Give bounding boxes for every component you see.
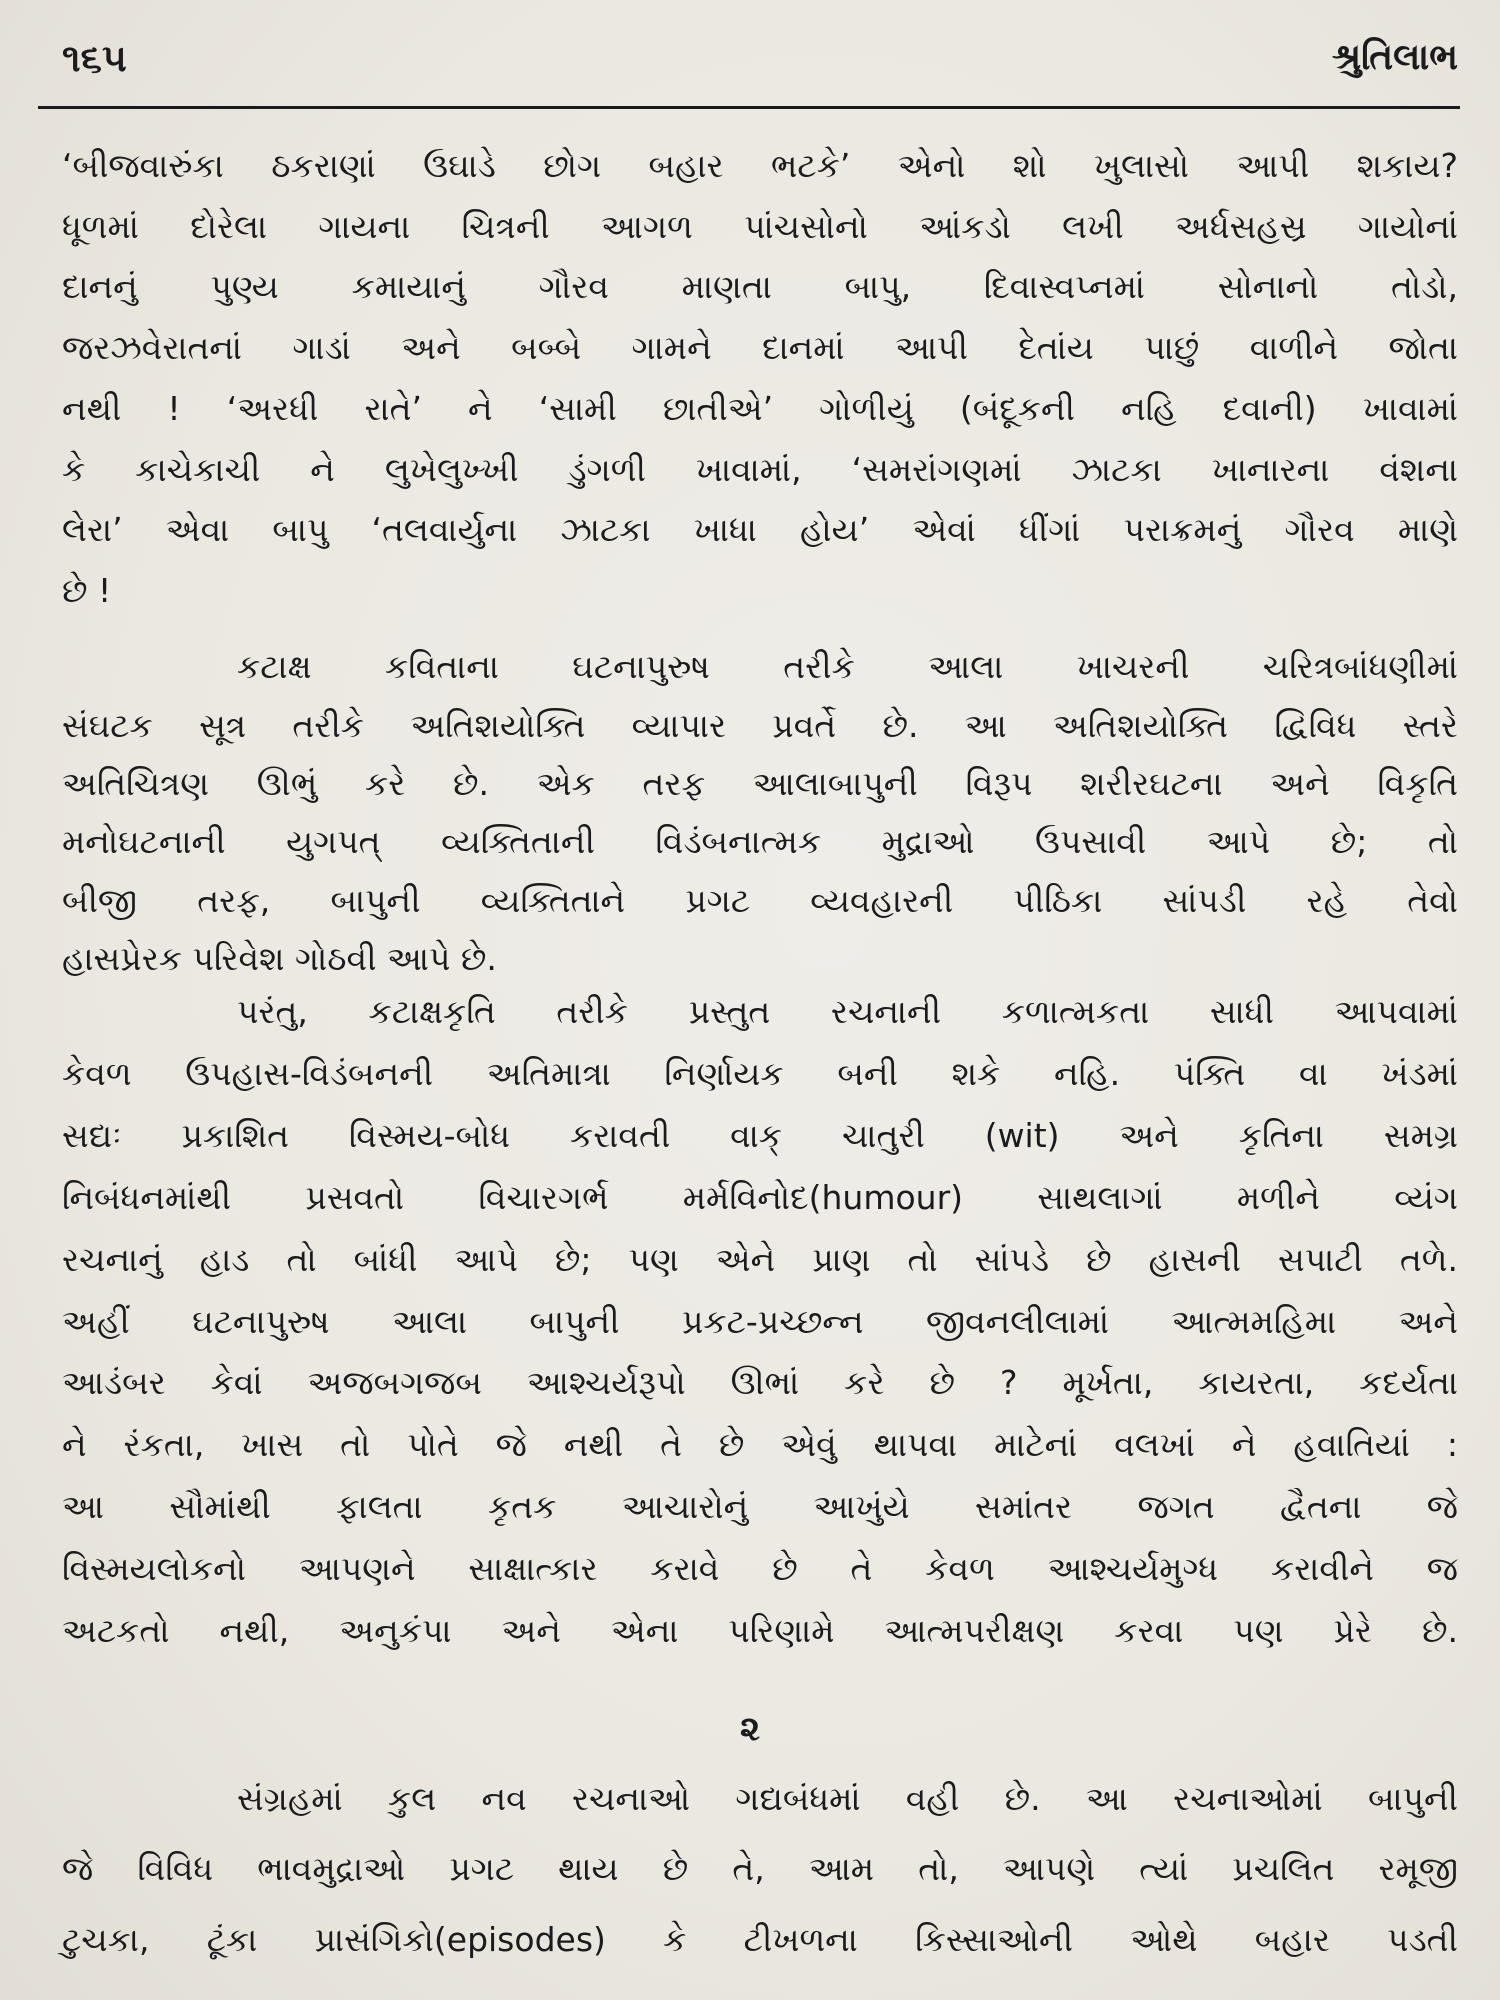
page-number: ૧૬૫ xyxy=(62,36,127,80)
text-line: હાસપ્રેરક પરિવેશ ગોઠવી આપે છે. xyxy=(62,939,497,978)
text-line: ધૂળમાં દોરેલા ગાયના ચિત્રની આગળ પાંચસોનો આંકડો લખી અર્ધસહસ્ર ગાયોનાં xyxy=(62,207,1458,246)
text-line: જરઝવેરાતનાં ગાડાં અને બબ્બે ગામને દાનમાં આપી દેતાંય પાછું વાળીને જોતા xyxy=(62,328,1458,367)
text-line: સદ્યઃ પ્રકાશિત વિસ્મય-બોધ કરાવતી વાક્ ચાતુરી (wit) અને કૃતિના સમગ્ર xyxy=(62,1116,1458,1155)
text-line: કે કાચેકાચી ને લુખેલુખ્ખી ડુંગળી ખાવામાં, ‘સમરાંગણમાં ઝાટકા ખાનારના વંશના xyxy=(62,450,1458,489)
text-line: સંગ્રહમાં કુલ નવ રચનાઓ ગદ્યબંધમાં વહી છે. આ રચનાઓમાં બાપુની xyxy=(237,1779,1458,1818)
text-line: સંઘટક સૂત્ર તરીકે અતિશયોક્તિ વ્યાપાર પ્રવર્તે છે. આ અતિશયોક્તિ દ્વિવિધ સ્તરે xyxy=(62,706,1458,745)
running-title: શ્રુતિલાભ xyxy=(1331,37,1458,78)
text-line: નથી ! ‘અરધી રાતે’ ને ‘સામી છાતીએ’ ગોળીયું (બંદૂકની નહિ દવાની) ખાવામાં xyxy=(62,389,1458,428)
text-line: આડંબર કેવાં અજબગજબ આશ્ચર્યરૂપો ઊભાં કરે છે ? મૂર્ખતા, કાયરતા, કદર્યતા xyxy=(62,1363,1458,1402)
text-line: ને રંકતા, ખાસ તો પોતે જે નથી તે છે એવું થાપવા માટેનાં વલખાં ને હવાતિયાં : xyxy=(62,1425,1458,1464)
section-number: ૨ xyxy=(740,1709,760,1749)
text-line: અહીં ઘટનાપુરુષ આલા બાપુની પ્રકટ-પ્રચ્છન્ન જીવનલીલામાં આત્મમહિમા અને xyxy=(62,1302,1458,1341)
text-line: રચનાનું હાડ તો બાંધી આપે છે; પણ એને પ્રાણ તો સાંપડે છે હાસની સપાટી તળે. xyxy=(62,1240,1458,1279)
text-line: પરંતુ, કટાક્ષકૃતિ તરીકે પ્રસ્તુત રચનાની કળાત્મકતા સાધી આપવામાં xyxy=(237,992,1458,1031)
text-line: કટાક્ષ કવિતાના ઘટનાપુરુષ તરીકે આલા ખાચરની ચરિત્રબાંધણીમાં xyxy=(237,647,1458,686)
text-line: વિસ્મયલોકનો આપણને સાક્ષાત્કાર કરાવે છે તે કેવળ આશ્ચર્યમુગ્ધ કરાવીને જ xyxy=(62,1549,1458,1588)
text-line: અટકતો નથી, અનુકંપા અને એના પરિણામે આત્મપરીક્ષણ કરવા પણ પ્રેરે છે. xyxy=(62,1611,1458,1650)
header-rule xyxy=(38,106,1460,109)
text-line: બીજી તરફ, બાપુની વ્યક્તિતાને પ્રગટ વ્યવહારની પીઠિકા સાંપડી રહે તેવો xyxy=(62,881,1458,920)
text-line: દાનનું પુણ્ય કમાયાનું ગૌરવ માણતા બાપુ, દિવાસ્વપ્નમાં સોનાનો તોડો, xyxy=(62,267,1458,306)
text-line: કેવળ ઉપહાસ-વિડંબનની અતિમાત્રા નિર્ણાયક બની શકે નહિ. પંક્તિ વા ખંડમાં xyxy=(62,1054,1458,1093)
text-line: ટુચકા, ટૂંકા પ્રાસંગિકો(episodes) કે ટીખળના કિસ્સાઓની ઓથે બહાર પડતી xyxy=(62,1920,1458,1959)
text-line: મનોઘટનાની યુગપત્ વ્યક્તિતાની વિડંબનાત્મક મુદ્રાઓ ઉપસાવી આપે છે; તો xyxy=(62,822,1458,861)
text-line: આ સૌમાંથી ફાલતા કૃતક આચારોનું આખુંયે સમાંતર જગત દ્વૈતના જે xyxy=(62,1487,1458,1526)
text-line: લેરા’ એવા બાપુ ‘તલવાર્યુના ઝાટકા ખાધા હોય’ એવાં ધીંગાં પરાક્રમનું ગૌરવ માણે xyxy=(62,510,1458,549)
text-line: અતિચિત્રણ ઊભું કરે છે. એક તરફ આલાબાપુની વિરૂપ શરીરઘટના અને વિકૃતિ xyxy=(62,764,1458,803)
text-line: ‘બીજવારુંકા ઠકરાણાં ઉઘાડે છોગ બહાર ભટકે’ એનો શો ખુલાસો આપી શકાય? xyxy=(62,146,1458,185)
text-line: જે વિવિધ ભાવમુદ્રાઓ પ્રગટ થાય છે તે, આમ તો, આપણે ત્યાં પ્રચલિત રમૂજી xyxy=(62,1849,1458,1888)
text-line: નિબંધનમાંથી પ્રસવતો વિચારગર્ભ મર્મવિનોદ(humour) સાથલાગાં મળીને વ્યંગ xyxy=(62,1178,1458,1217)
text-line: છે ! xyxy=(62,571,112,610)
